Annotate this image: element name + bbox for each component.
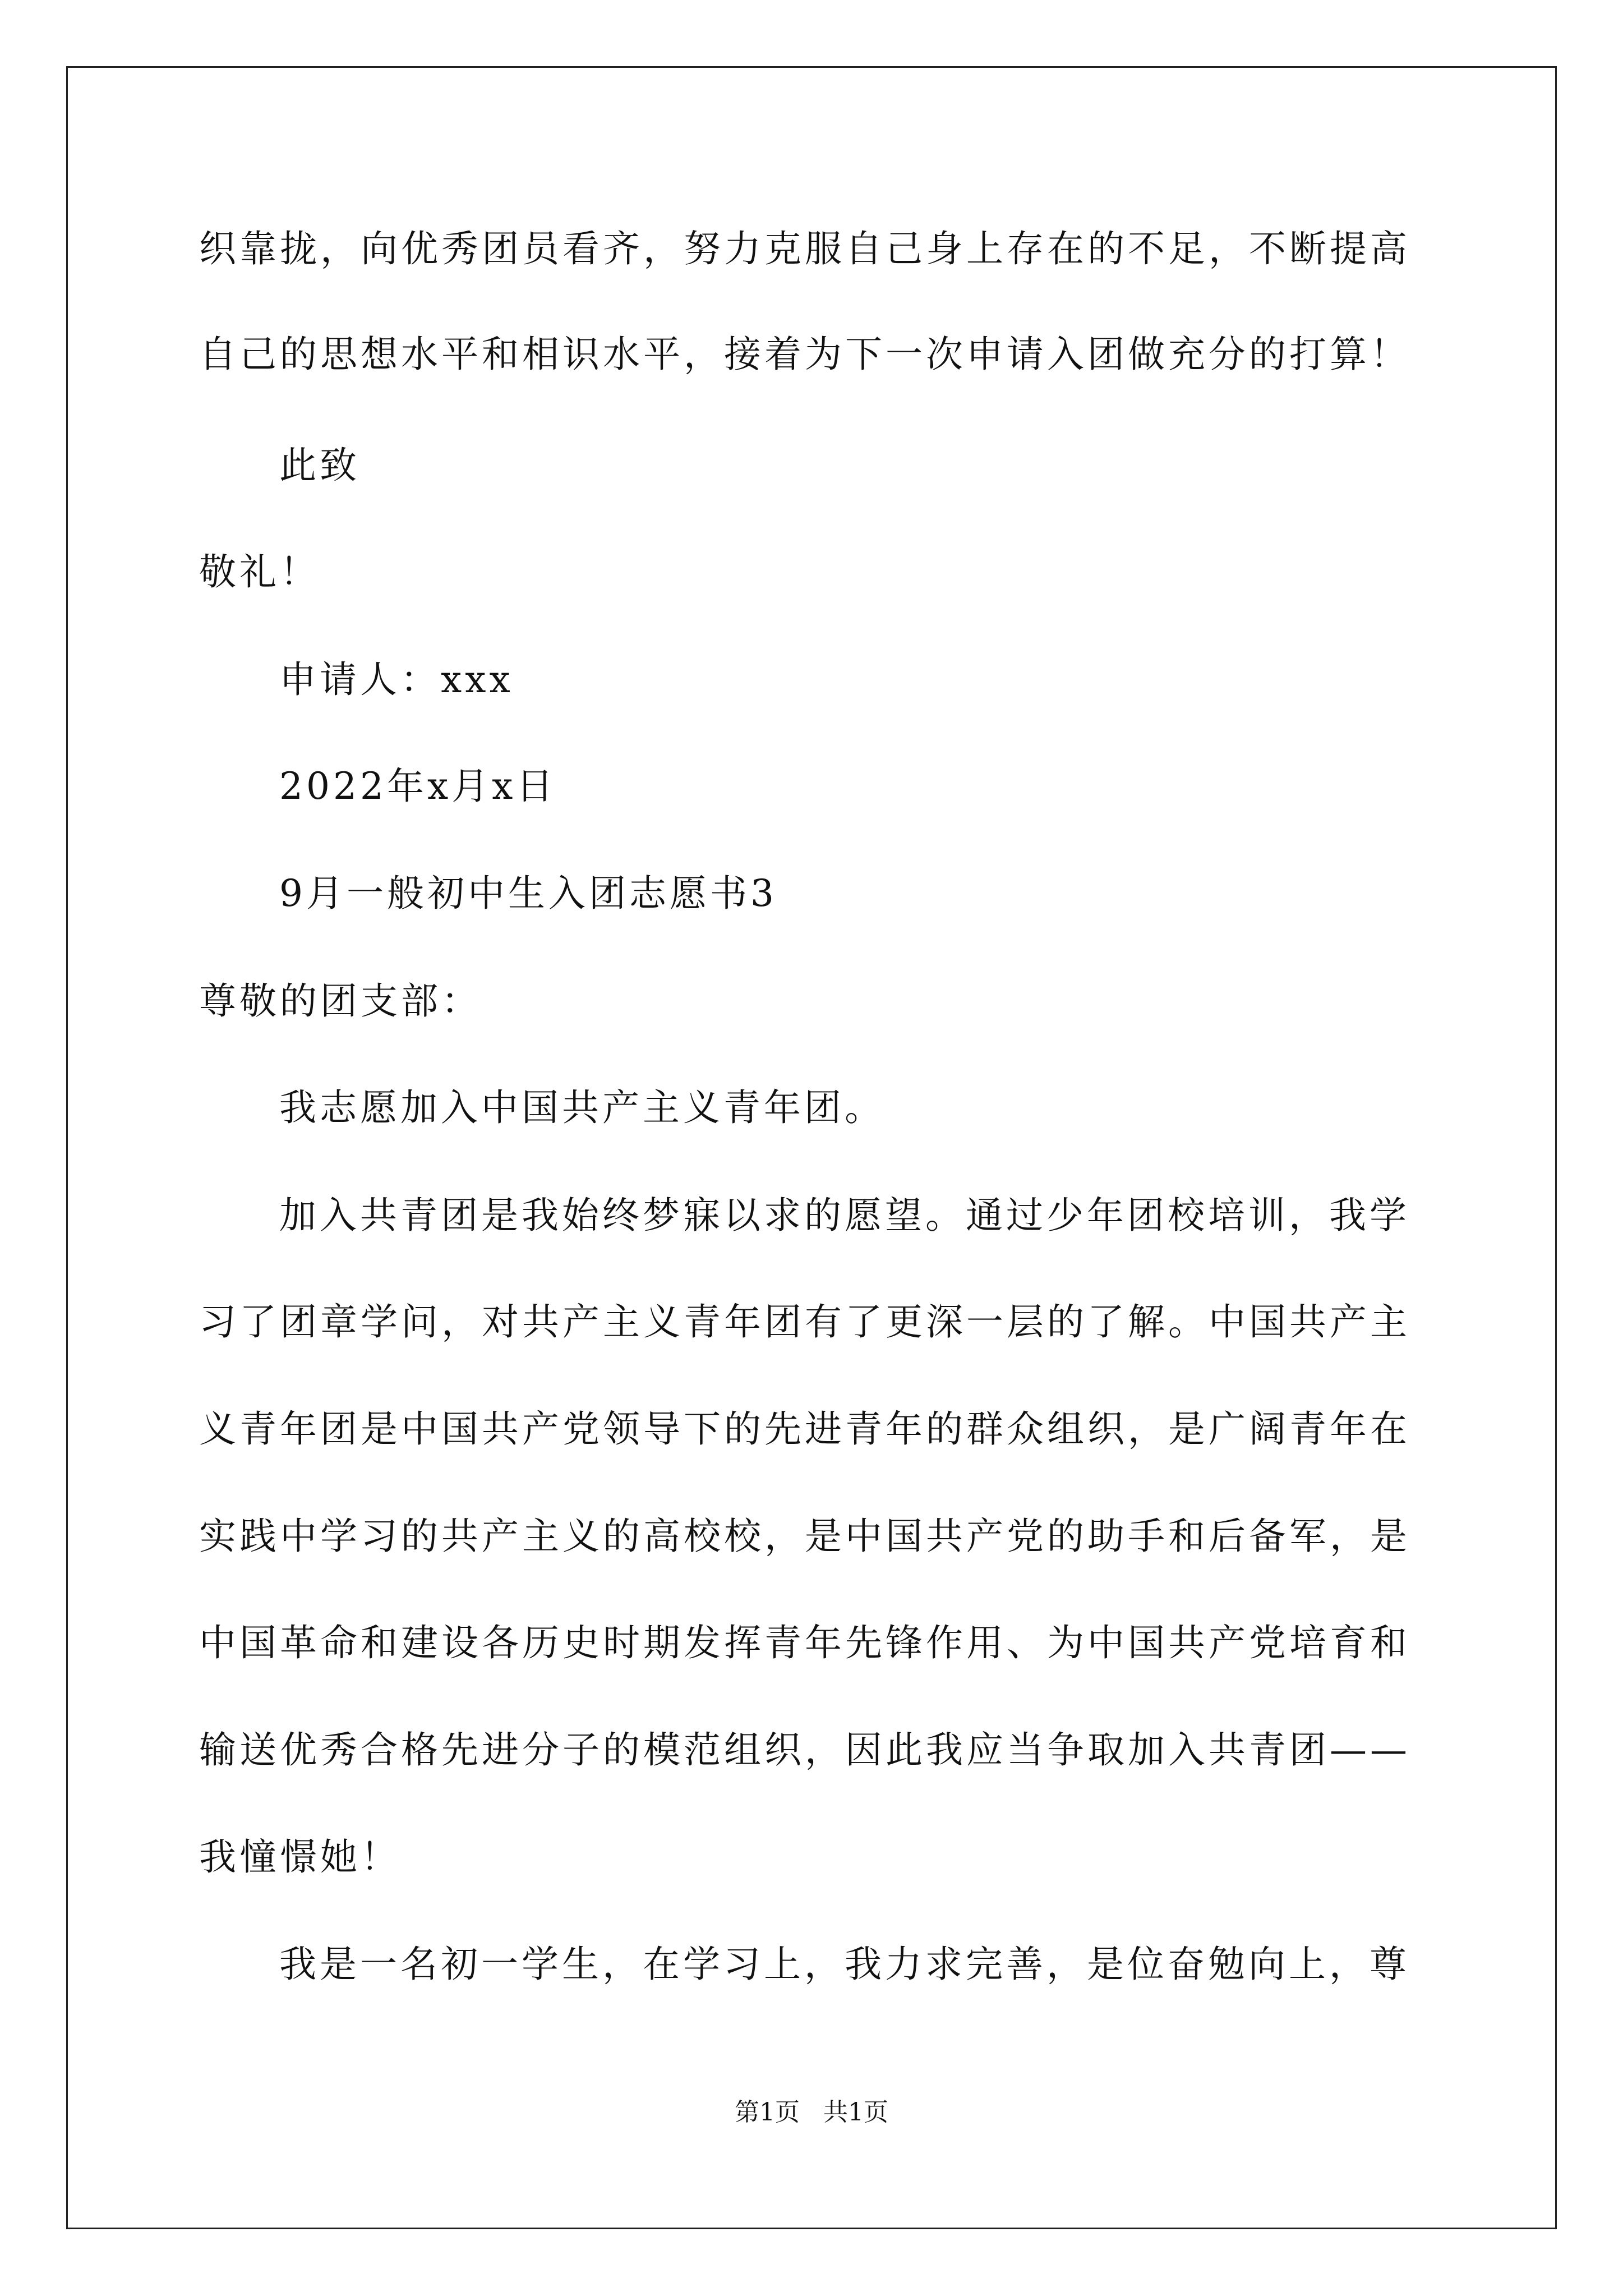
body-line-6: 义青年团是中国共产党领导下的先进青年的群众组织，是广阔青年在	[199, 1407, 1410, 1451]
page-border	[66, 66, 1557, 2229]
body-line-1: 织靠拢，向优秀团员看齐，努力克服自己身上存在的不足，不断提高	[199, 227, 1410, 270]
page-number-footer: 第1页 共1页	[735, 2098, 888, 2127]
body-line-3: 我志愿加入中国共产主义青年团。	[279, 1086, 885, 1129]
closing-salutation: 此致	[279, 444, 360, 487]
body-line-8: 中国革命和建设各历史时期发挥青年先锋作用、为中国共产党培育和	[199, 1621, 1410, 1664]
section-heading: 9月一般初中生入团志愿书3	[279, 872, 777, 915]
body-line-4: 加入共青团是我始终梦寐以求的愿望。通过少年团校培训，我学	[279, 1194, 1410, 1237]
body-line-2: 自己的思想水平和相识水平，接着为下一次申请入团做充分的打算！	[199, 333, 1410, 376]
body-line-10: 我憧憬她！	[199, 1835, 401, 1879]
body-line-9: 输送优秀合格先进分子的模范组织，因此我应当争取加入共青团——	[199, 1728, 1410, 1772]
body-line-11: 我是一名初一学生，在学习上，我力求完善，是位奋勉向上，尊	[279, 1943, 1410, 1986]
greeting-line: 尊敬的团支部：	[199, 979, 482, 1023]
applicant-signature: 申请人：xxx	[279, 658, 514, 701]
body-line-5: 习了团章学问，对共产主义青年团有了更深一层的了解。中国共产主	[199, 1300, 1410, 1343]
date-line: 2022年x月x日	[279, 765, 557, 808]
body-line-7: 实践中学习的共产主义的高校校，是中国共产党的助手和后备军，是	[199, 1515, 1410, 1558]
closing-regards: 敬礼！	[199, 550, 320, 593]
